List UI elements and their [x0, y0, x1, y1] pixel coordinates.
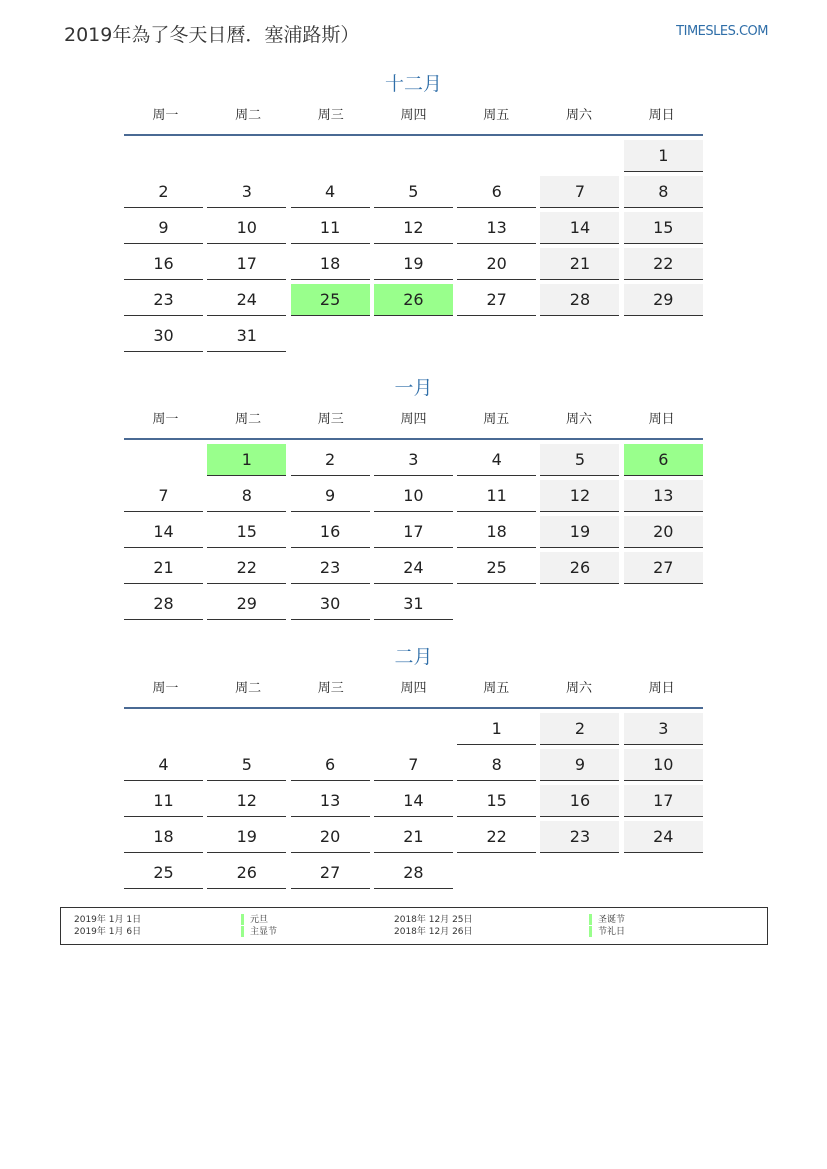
month-december — [124, 71, 703, 352]
day-cell: 31 — [374, 588, 453, 620]
day-cell: 14 — [540, 212, 619, 244]
day-cell: 4 — [291, 176, 370, 208]
day-cell: 2 — [540, 713, 619, 745]
day-cell: 1 — [624, 140, 703, 172]
day-cell: 19 — [207, 821, 286, 853]
day-cell: 12 — [207, 785, 286, 817]
day-cell: 3 — [374, 444, 453, 476]
holiday-day-cell: 25 — [291, 284, 370, 316]
day-cell: 26 — [540, 552, 619, 584]
day-cell: 18 — [291, 248, 370, 280]
day-cell: 25 — [457, 552, 536, 584]
empty-day-cell — [291, 140, 370, 171]
day-cell: 23 — [291, 552, 370, 584]
day-cell: 29 — [207, 588, 286, 620]
month-february — [124, 644, 703, 889]
day-cell: 12 — [374, 212, 453, 244]
weekday-label: 周六 — [565, 681, 592, 696]
day-grid — [124, 713, 703, 889]
legend-row — [61, 926, 767, 938]
day-cell: 24 — [624, 821, 703, 853]
day-cell: 18 — [457, 516, 536, 548]
day-cell: 1 — [457, 713, 536, 745]
day-cell: 15 — [624, 212, 703, 244]
weekday-label: 周一 — [152, 412, 179, 427]
holiday-color-marker — [589, 926, 592, 937]
day-cell: 31 — [207, 320, 286, 352]
weekday-label: 周四 — [400, 681, 427, 696]
weekday-label: 周日 — [648, 108, 675, 123]
day-cell: 27 — [624, 552, 703, 584]
day-cell: 19 — [374, 248, 453, 280]
empty-day-cell — [457, 140, 536, 171]
header-divider — [124, 134, 703, 136]
day-cell: 3 — [624, 713, 703, 745]
day-cell: 5 — [540, 444, 619, 476]
page-title: 2019年為了冬天日曆．塞浦路斯） — [64, 24, 360, 46]
empty-day-cell — [374, 140, 453, 171]
weekday-header — [124, 105, 703, 127]
day-cell: 10 — [374, 480, 453, 512]
day-cell: 22 — [207, 552, 286, 584]
holiday-color-marker — [241, 926, 244, 937]
holiday-legend — [60, 907, 768, 945]
day-cell: 14 — [124, 516, 203, 548]
empty-day-cell — [540, 140, 619, 171]
day-cell: 16 — [291, 516, 370, 548]
holiday-day-cell: 26 — [374, 284, 453, 316]
day-cell: 11 — [124, 785, 203, 817]
day-cell: 3 — [207, 176, 286, 208]
day-cell: 5 — [374, 176, 453, 208]
legend-holiday-name: 主显节 — [250, 927, 278, 937]
day-cell: 30 — [124, 320, 203, 352]
month-january — [124, 375, 703, 620]
empty-day-cell — [207, 713, 286, 744]
day-cell: 4 — [457, 444, 536, 476]
day-cell: 28 — [124, 588, 203, 620]
day-cell: 13 — [457, 212, 536, 244]
day-cell: 9 — [540, 749, 619, 781]
day-cell: 24 — [374, 552, 453, 584]
header-divider — [124, 707, 703, 709]
day-grid — [124, 444, 703, 620]
day-cell: 7 — [124, 480, 203, 512]
legend-holiday-name: 圣诞节 — [598, 915, 626, 925]
day-cell: 21 — [540, 248, 619, 280]
weekday-label: 周二 — [235, 681, 262, 696]
day-cell: 24 — [207, 284, 286, 316]
day-cell: 27 — [291, 857, 370, 889]
day-cell: 13 — [624, 480, 703, 512]
weekday-label: 周四 — [400, 412, 427, 427]
day-cell: 17 — [374, 516, 453, 548]
month-title: 一月 — [394, 377, 433, 399]
day-cell: 16 — [124, 248, 203, 280]
empty-day-cell — [374, 713, 453, 744]
site-link[interactable]: TIMESLES.COM — [676, 24, 768, 39]
day-cell: 5 — [207, 749, 286, 781]
day-cell: 15 — [457, 785, 536, 817]
day-cell: 30 — [291, 588, 370, 620]
day-cell: 22 — [457, 821, 536, 853]
weekday-label: 周三 — [317, 412, 344, 427]
weekday-label: 周三 — [317, 681, 344, 696]
weekday-label: 周五 — [483, 681, 510, 696]
weekday-label: 周四 — [400, 108, 427, 123]
day-cell: 18 — [124, 821, 203, 853]
weekday-label: 周日 — [648, 681, 675, 696]
day-cell: 29 — [624, 284, 703, 316]
legend-holiday-name: 节礼日 — [598, 927, 626, 937]
day-cell: 7 — [374, 749, 453, 781]
weekday-label: 周五 — [483, 412, 510, 427]
weekday-label: 周三 — [317, 108, 344, 123]
day-cell: 26 — [207, 857, 286, 889]
legend-row — [61, 914, 767, 926]
empty-day-cell — [291, 713, 370, 744]
day-cell: 6 — [291, 749, 370, 781]
day-cell: 9 — [291, 480, 370, 512]
empty-day-cell — [124, 444, 203, 475]
day-cell: 16 — [540, 785, 619, 817]
day-cell: 4 — [124, 749, 203, 781]
legend-date: 2019年 1月 1日 — [74, 915, 142, 925]
header-divider — [124, 438, 703, 440]
empty-day-cell — [207, 140, 286, 171]
weekday-label: 周一 — [152, 108, 179, 123]
day-cell: 19 — [540, 516, 619, 548]
day-cell: 21 — [124, 552, 203, 584]
day-cell: 2 — [291, 444, 370, 476]
legend-date: 2018年 12月 25日 — [394, 915, 473, 925]
day-grid — [124, 140, 703, 352]
weekday-label: 周二 — [235, 108, 262, 123]
holiday-color-marker — [589, 914, 592, 925]
holiday-color-marker — [241, 914, 244, 925]
day-cell: 10 — [624, 749, 703, 781]
day-cell: 11 — [457, 480, 536, 512]
holiday-day-cell: 6 — [624, 444, 703, 476]
day-cell: 17 — [207, 248, 286, 280]
day-cell: 20 — [457, 248, 536, 280]
day-cell: 15 — [207, 516, 286, 548]
day-cell: 20 — [624, 516, 703, 548]
weekday-label: 周二 — [235, 412, 262, 427]
day-cell: 22 — [624, 248, 703, 280]
day-cell: 6 — [457, 176, 536, 208]
weekday-label: 周日 — [648, 412, 675, 427]
day-cell: 11 — [291, 212, 370, 244]
day-cell: 14 — [374, 785, 453, 817]
day-cell: 17 — [624, 785, 703, 817]
legend-holiday-name: 元旦 — [250, 915, 269, 925]
day-cell: 27 — [457, 284, 536, 316]
weekday-label: 周五 — [483, 108, 510, 123]
legend-date: 2019年 1月 6日 — [74, 927, 142, 937]
empty-day-cell — [124, 713, 203, 744]
month-title: 十二月 — [384, 73, 442, 95]
day-cell: 12 — [540, 480, 619, 512]
day-cell: 8 — [457, 749, 536, 781]
day-cell: 25 — [124, 857, 203, 889]
day-cell: 20 — [291, 821, 370, 853]
day-cell: 10 — [207, 212, 286, 244]
day-cell: 7 — [540, 176, 619, 208]
day-cell: 23 — [124, 284, 203, 316]
weekday-header — [124, 678, 703, 700]
day-cell: 28 — [540, 284, 619, 316]
day-cell: 23 — [540, 821, 619, 853]
legend-date: 2018年 12月 26日 — [394, 927, 473, 937]
day-cell: 8 — [207, 480, 286, 512]
weekday-label: 周六 — [565, 412, 592, 427]
day-cell: 13 — [291, 785, 370, 817]
day-cell: 28 — [374, 857, 453, 889]
weekday-header — [124, 409, 703, 431]
weekday-label: 周一 — [152, 681, 179, 696]
day-cell: 2 — [124, 176, 203, 208]
day-cell: 8 — [624, 176, 703, 208]
holiday-day-cell: 1 — [207, 444, 286, 476]
day-cell: 21 — [374, 821, 453, 853]
empty-day-cell — [124, 140, 203, 171]
day-cell: 9 — [124, 212, 203, 244]
month-title: 二月 — [394, 646, 433, 668]
weekday-label: 周六 — [565, 108, 592, 123]
